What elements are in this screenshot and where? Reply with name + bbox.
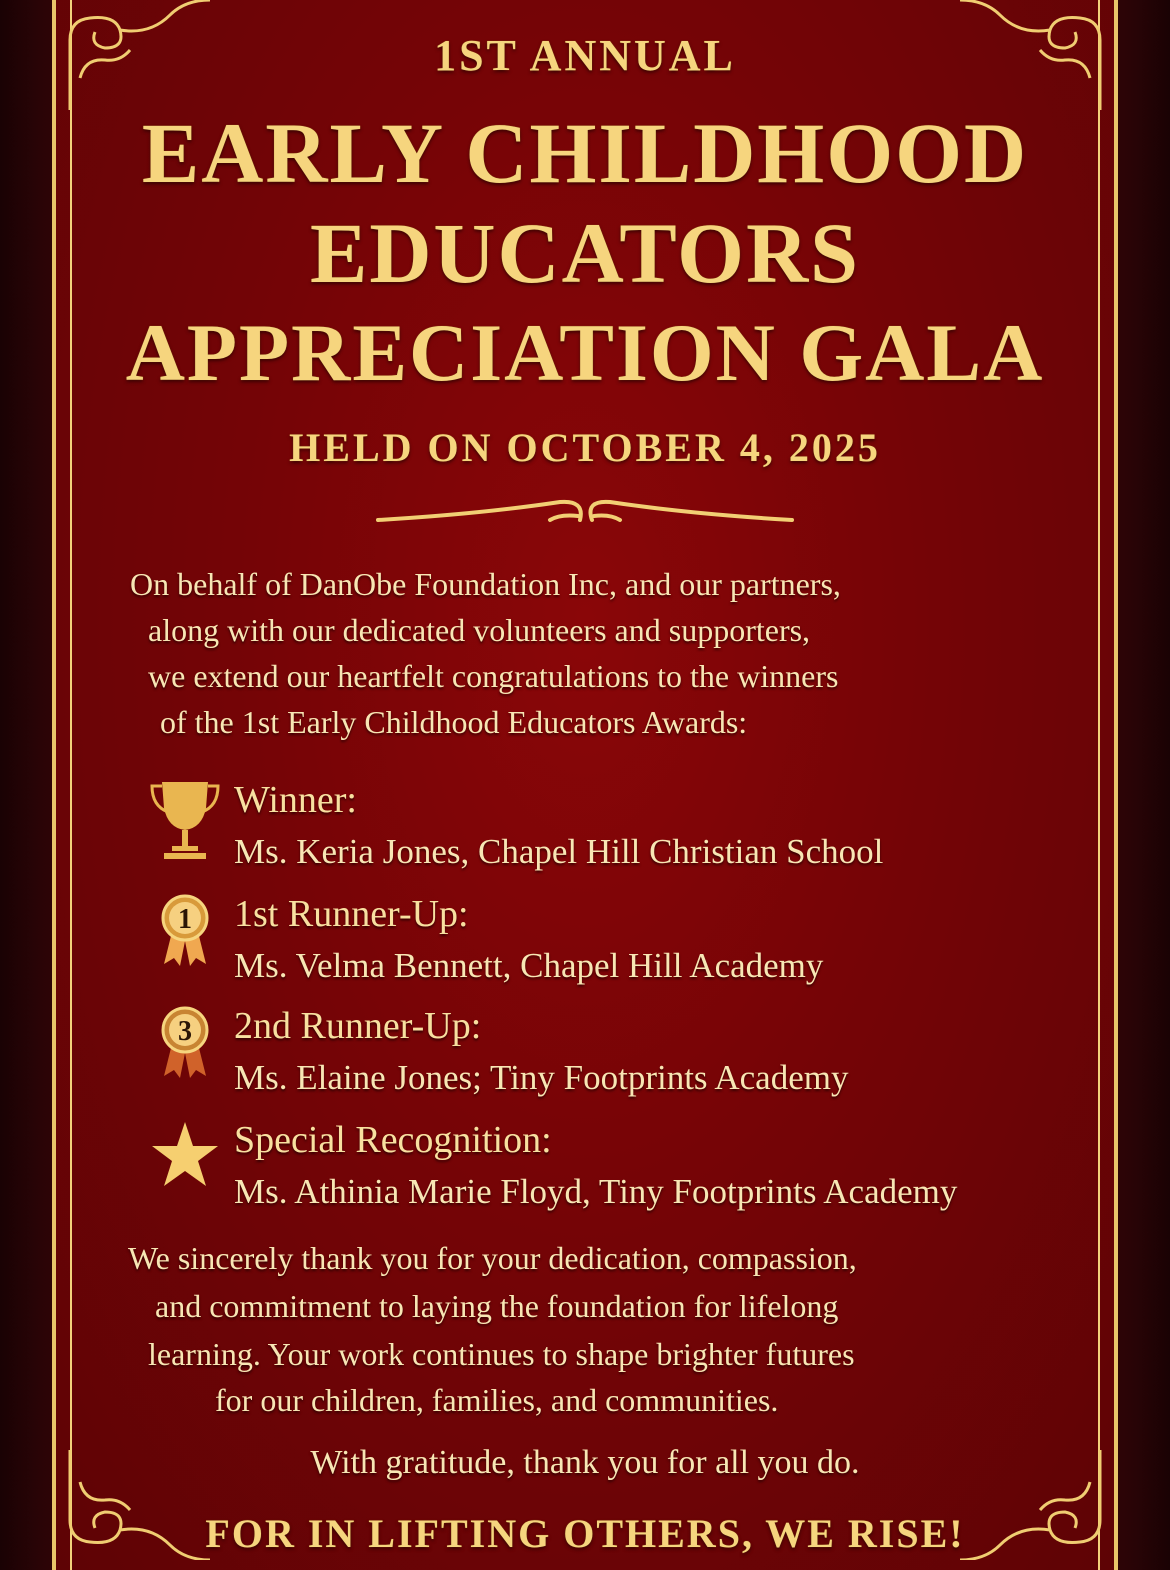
intro-line-1: On behalf of DanObe Foundation Inc, and our partners, (130, 566, 841, 602)
award-second-runner-up (150, 1004, 1070, 1114)
award-recipient: Ms. Elaine Jones; Tiny Footprints Academy (234, 1058, 849, 1097)
medal-1-icon (150, 892, 220, 982)
title-line-2: EDUCATORS (309, 205, 861, 301)
closing-line-4: for our children, families, and communities. (215, 1382, 779, 1418)
award-first-runner-up (150, 892, 1070, 1002)
award-label: Winner: (234, 779, 357, 821)
gratitude-line: With gratitude, thank you for all you do. (310, 1444, 860, 1481)
award-label: Special Recognition: (234, 1119, 552, 1161)
medal-3-icon (150, 1004, 220, 1094)
star-icon (150, 1118, 220, 1208)
closing-line-1: We sincerely thank you for your dedication, compassion, (128, 1240, 857, 1276)
closing-line-3: learning. Your work continues to shape brighter futures (148, 1336, 855, 1372)
award-label: 2nd Runner-Up: (234, 1005, 482, 1047)
trophy-icon (150, 778, 220, 868)
svg-text:1: 1 (178, 904, 192, 935)
award-recipient: Ms. Keria Jones, Chapel Hill Christian School (234, 832, 884, 871)
title-line-1: EARLY CHILDHOOD (141, 105, 1029, 201)
closing-line-2: and commitment to laying the foundation for lifelong (155, 1288, 839, 1324)
intro-line-4: of the 1st Early Childhood Educators Awards: (160, 704, 748, 740)
title-line-3: APPRECIATION GALA (125, 307, 1045, 398)
award-recipient: Ms. Athinia Marie Floyd, Tiny Footprints Academy (234, 1172, 958, 1211)
award-special-recognition (150, 1118, 1070, 1228)
intro-line-3: we extend our heartfelt congratulations to the winners (148, 658, 839, 694)
intro-line-2: along with our dedicated volunteers and supporters, (148, 612, 811, 648)
event-date: HELD ON OCTOBER 4, 2025 (289, 425, 881, 470)
divider-flourish-icon (370, 492, 800, 532)
svg-text:3: 3 (178, 1016, 192, 1047)
award-winner (150, 778, 1070, 888)
edition-label: 1ST ANNUAL (434, 31, 736, 80)
motto: FOR IN LIFTING OTHERS, WE RISE! (205, 1511, 965, 1556)
award-recipient: Ms. Velma Bennett, Chapel Hill Academy (234, 946, 824, 985)
award-label: 1st Runner-Up: (234, 893, 469, 935)
